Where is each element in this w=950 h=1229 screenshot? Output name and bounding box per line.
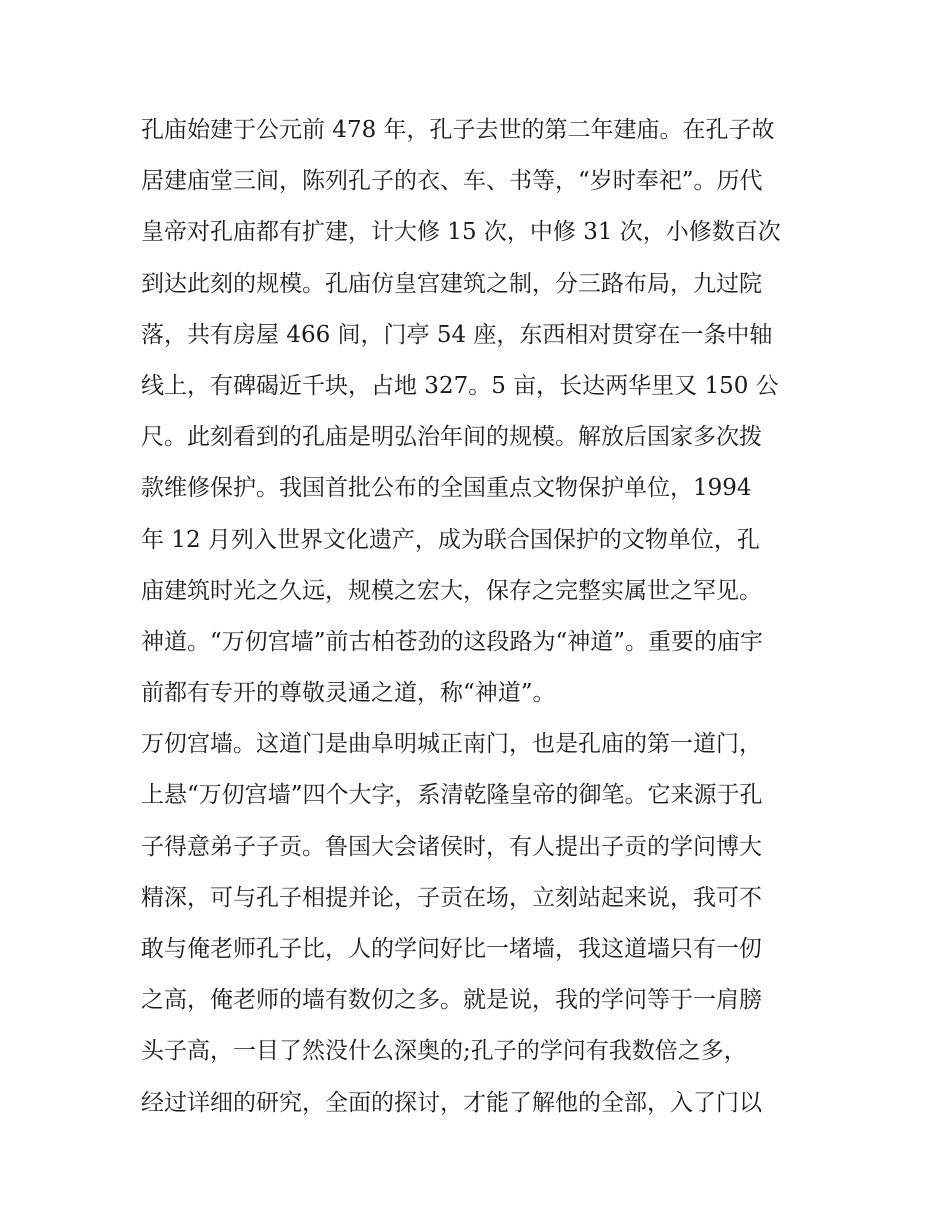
text-line: 敢与俺老师孔子比，人的学问好比一堵墙，我这道墙只有一仞 (141, 936, 762, 962)
text-line: 到达此刻的规模。孔庙仿皇宫建筑之制，分三路布局，九过院 (141, 270, 762, 297)
text-line: 万仞宫墙。这道门是曲阜明城正南门，也是孔庙的第一道门， (141, 731, 762, 758)
text-line: 之高，俺老师的墙有数仞之多。就是说，我的学问等于一肩膀 (141, 987, 762, 1014)
text-line: 经过详细的研究，全面的探讨，才能了解他的全部，入了门以 (141, 1089, 762, 1116)
text-line: 头子高，一目了然没什么深奥的;孔子的学问有我数倍之多， (141, 1038, 747, 1065)
text-line: 年 12 月列入世界文化遗产，成为联合国保护的文物单位，孔 (141, 526, 760, 553)
text-line: 居建庙堂三间，陈列孔子的衣、车、书等，“岁时奉祀”。历代 (141, 168, 763, 195)
text-line: 款维修保护。我国首批公布的全国重点文物保护单位，1994 (141, 475, 752, 502)
text-line: 落，共有房屋 466 间，门亭 54 座，东西相对贯穿在一条中轴 (141, 321, 773, 348)
text-line: 尺。此刻看到的孔庙是明弘治年间的规模。解放后国家多次拨 (141, 424, 762, 451)
text-line: 神道。“万仞宫墙”前古柏苍劲的这段路为“神道”。重要的庙宇 (141, 628, 764, 655)
text-line: 上悬“万仞宫墙”四个大字，系清乾隆皇帝的御笔。它来源于孔 (141, 782, 763, 809)
text-line: 孔庙始建于公元前 478 年，孔子去世的第二年建庙。在孔子故 (141, 117, 775, 143)
text-line: 前都有专开的尊敬灵通之道，称“神道”。 (141, 680, 556, 707)
text-line: 子得意弟子子贡。鲁国大会诸侯时，有人提出子贡的学问博大 (141, 833, 762, 860)
text-line: 线上，有碑碣近千块，占地 327。5 亩，长达两华里又 150 公 (141, 372, 779, 399)
body-text (141, 110, 831, 1134)
text-line: 庙建筑时光之久远，规模之宏大，保存之完整实属世之罕见。 (141, 577, 762, 604)
text-line: 精深，可与孔子相提并论，子贡在场，立刻站起来说，我可不 (141, 884, 762, 911)
text-line: 皇帝对孔庙都有扩建，计大修 15 次，中修 31 次，小修数百次 (141, 219, 781, 246)
